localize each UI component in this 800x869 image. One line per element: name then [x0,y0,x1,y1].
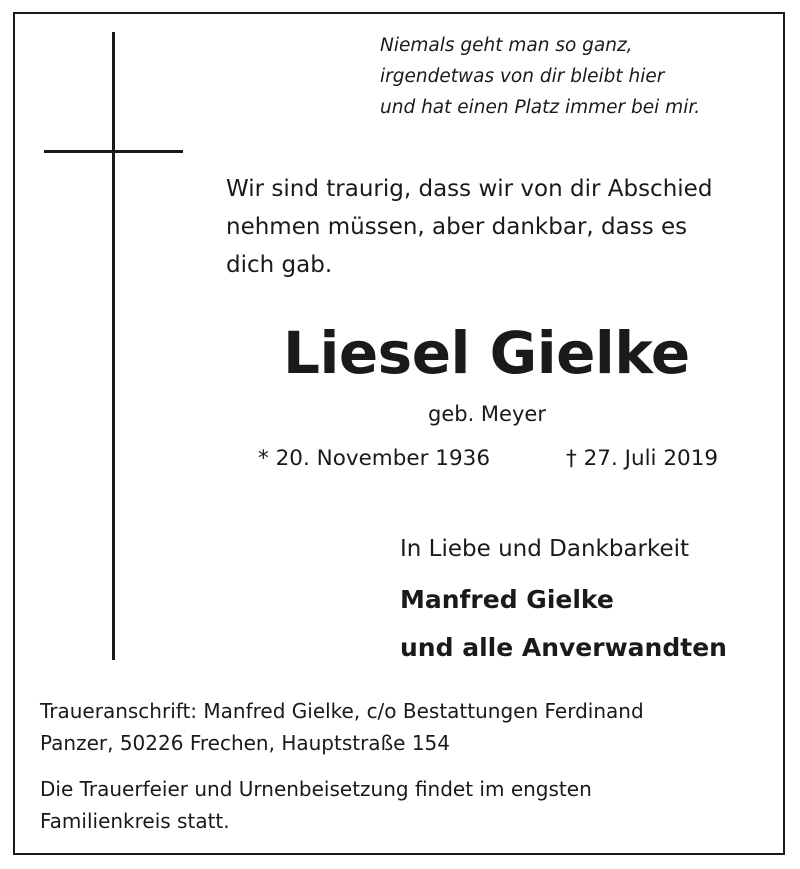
address-line: Panzer, 50226 Frechen, Hauptstraße 154 [40,731,450,755]
cross-icon-horizontal-beam [44,150,183,153]
ceremony-line: Die Trauerfeier und Urnenbeisetzung findet im engsten [40,777,592,801]
birth-date: * 20. November 1936 [258,446,491,471]
quote-line: Niemals geht man so ganz, [380,35,633,56]
address-line: Traueranschrift: Manfred Gielke, c/o Bestattungen Ferdinand [40,699,644,723]
quote-line: und hat einen Platz immer bei mir. [380,97,701,118]
ceremony-note [40,773,592,837]
mourner-name: Manfred Gielke [400,585,614,614]
mourning-address [40,695,644,759]
ceremony-line: Familienkreis statt. [40,809,230,833]
intro-line: dich gab. [226,252,333,278]
thanks-line: In Liebe und Dankbarkeit [400,536,690,562]
intro-text [226,170,712,284]
deceased-name: Liesel Gielke [283,319,690,387]
death-date: † 27. Juli 2019 [566,446,719,471]
intro-line: Wir sind traurig, dass wir von dir Abschied [226,176,713,202]
quote-line: irgendetwas von dir bleibt hier [380,66,665,87]
maiden-name: geb. Meyer [428,402,546,426]
cross-icon-vertical-beam [112,32,115,660]
mourner-others: und alle Anverwandten [400,633,727,662]
memorial-quote [380,30,700,123]
intro-line: nehmen müssen, aber dankbar, dass es [226,214,688,240]
